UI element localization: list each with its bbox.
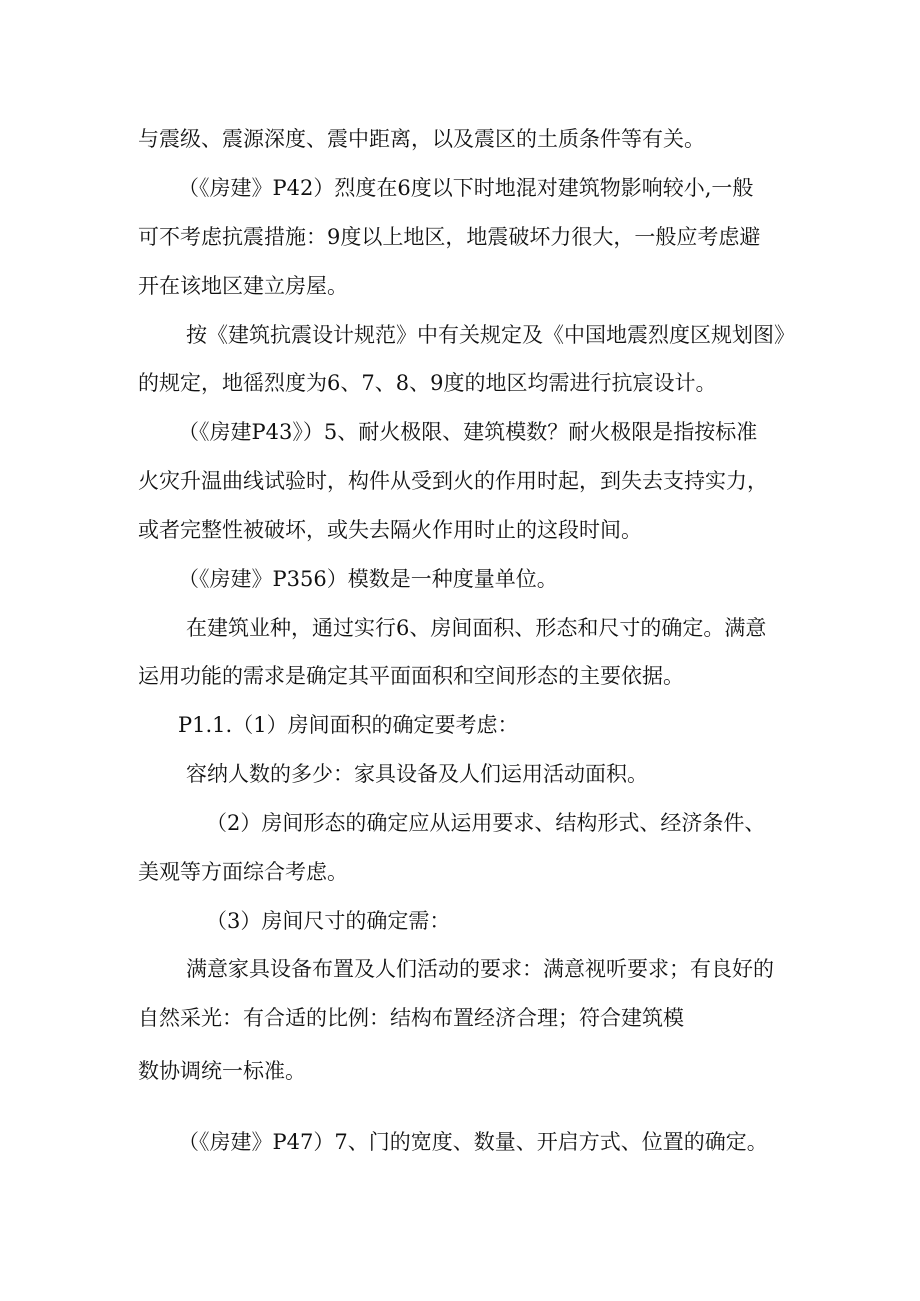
text-line-16: 美观等方面综合考虑。 [138, 860, 348, 884]
text-line-3: 可不考虑抗震措施：9度以上地区，地震破坏力很大，一般应考虑避 [138, 225, 761, 249]
text-line-7: （《房建P43》）5、耐火极限、建筑模数？耐火极限是指按标准 [178, 420, 758, 444]
text-line-18: 满意家具设备布置及人们活动的要求：满意视听要求；有良好的 [186, 957, 774, 981]
text-line-1: 与震级、震源深度、震中距离，以及震区的土质条件等有关。 [138, 127, 705, 151]
text-line-2: （《房建》P42）烈度在6度以下时地混对建筑物影响较小,一般 [178, 176, 754, 200]
text-line-14: 容纳人数的多少：家具设备及人们运用活动面积。 [186, 762, 648, 786]
text-line-19: 自然采光：有合适的比例：结构布置经济合理；符合建筑模 [138, 1006, 684, 1030]
text-line-20: 数协调统一标准。 [138, 1059, 306, 1083]
text-line-5: 按《建筑抗震设计规范》中有关规定及《中国地震烈度区规划图》 [186, 323, 795, 347]
text-line-21: （《房建》P47）7、门的宽度、数量、开启方式、位置的确定。 [178, 1130, 768, 1154]
text-line-15: （2）房间形态的确定应从运用要求、结构形式、经济条件、 [206, 811, 766, 835]
text-line-4: 开在该地区建立房屋。 [138, 274, 348, 298]
text-line-6: 的规定，地徭烈度为6、7、8、9度的地区均需进行抗宸设计。 [138, 371, 717, 395]
text-line-10: （《房建》P356）模数是一种度量单位。 [178, 567, 558, 591]
text-line-9: 或者完整性被破坏，或失去隔火作用时止的这段时间。 [138, 518, 642, 542]
text-line-11: 在建筑业种，通过实行6、房间面积、形态和尺寸的确定。满意 [186, 616, 767, 640]
text-line-17: （3）房间尺寸的确定需： [206, 909, 451, 933]
text-line-12: 运用功能的需求是确定其平面面积和空间形态的主要依据。 [138, 664, 684, 688]
text-line-13: P1.1.（1）房间面积的确定要考虑： [178, 713, 519, 737]
text-line-8: 火灾升温曲线试验时，构件从受到火的作用时起，到失去支持实力， [138, 469, 768, 493]
